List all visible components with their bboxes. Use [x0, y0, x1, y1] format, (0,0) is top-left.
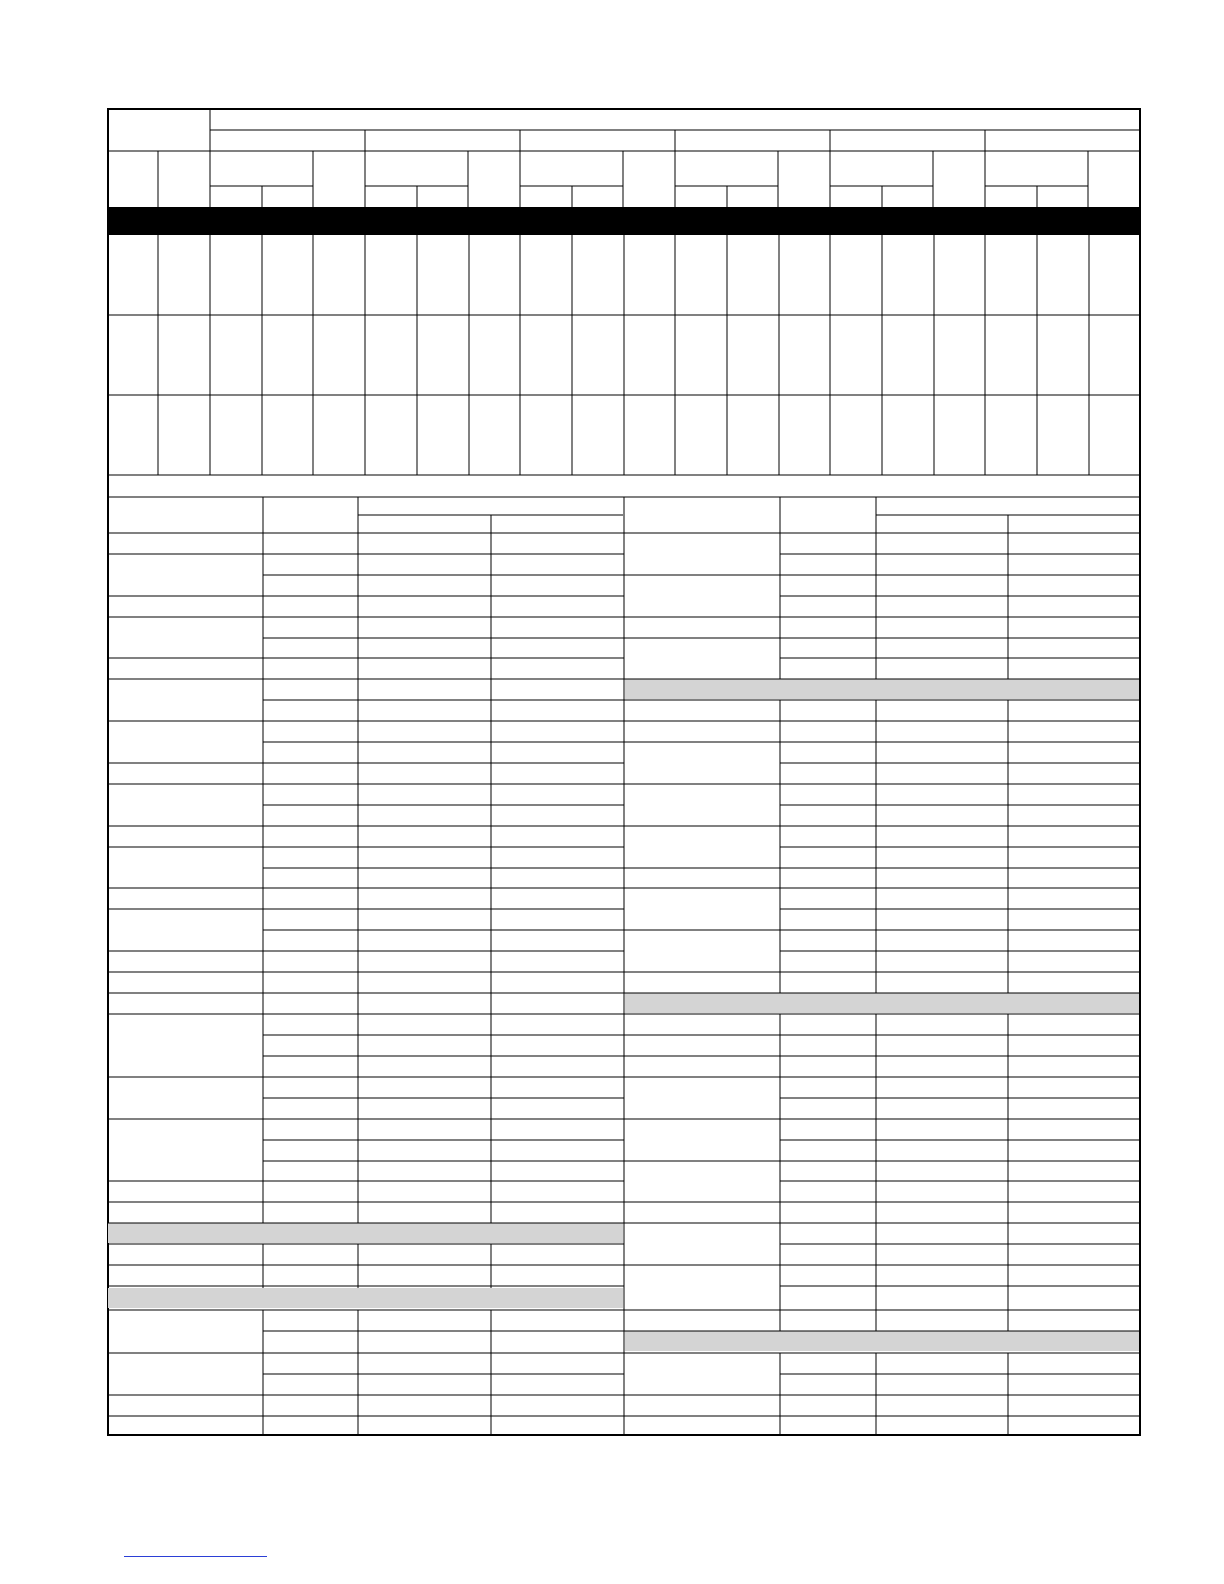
footer-link[interactable]: [124, 1556, 267, 1557]
shaded-row: [625, 679, 1139, 699]
shaded-row: [625, 1331, 1139, 1351]
header-band: [107, 207, 1141, 235]
shaded-row: [108, 1223, 623, 1243]
shaded-row: [625, 993, 1139, 1013]
shaded-row: [108, 1288, 623, 1308]
